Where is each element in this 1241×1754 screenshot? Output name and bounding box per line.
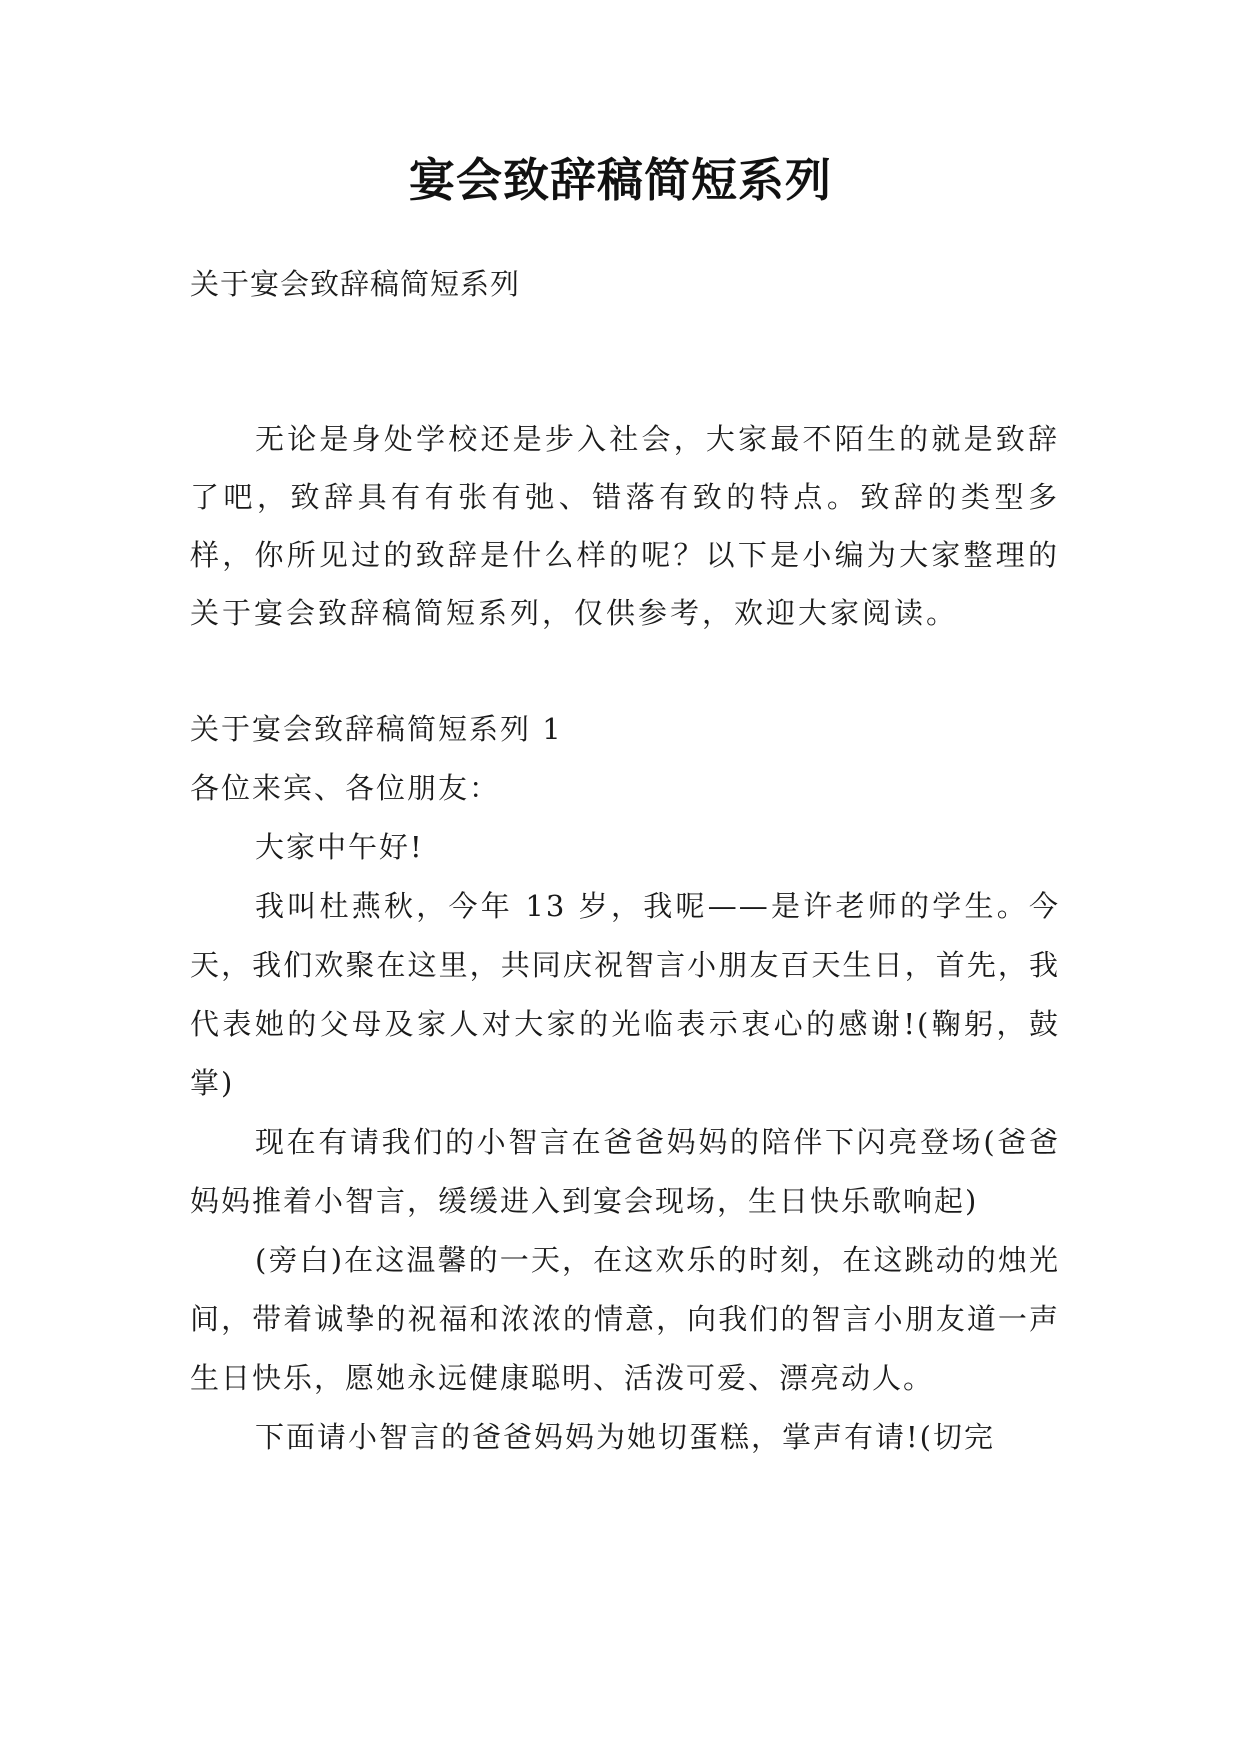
- speech-paragraph: 我叫杜燕秋，今年 13 岁，我呢——是许老师的学生。今天，我们欢聚在这里，共同庆祝智言小朋友百天生日，首先，我代表她的父母及家人对大家的光临表示衷心的感谢!(鞠躬，鼓掌): [190, 889, 1060, 1100]
- salutation: 各位来宾、各位朋友：: [190, 771, 501, 805]
- speech-paragraph: (旁白)在这温馨的一天，在这欢乐的时刻，在这跳动的烛光间，带着诚挚的祝福和浓浓的情意，向我们的智言小朋友道一声生日快乐，愿她永远健康聪明、活泼可爱、漂亮动人。: [190, 1243, 1060, 1395]
- speech-paragraph: 大家中午好!: [255, 830, 424, 864]
- document-title: 宴会致辞稿简短系列: [409, 153, 832, 207]
- section-heading: 关于宴会致辞稿简短系列 1: [190, 712, 563, 746]
- document-subtitle: 关于宴会致辞稿简短系列: [190, 267, 521, 301]
- speech-paragraph: 现在有请我们的小智言在爸爸妈妈的陪伴下闪亮登场(爸爸妈妈推着小智言，缓缓进入到宴会现场，生日快乐歌响起): [190, 1125, 1060, 1218]
- speech-section: [190, 700, 1060, 1467]
- speech-paragraph: 下面请小智言的爸爸妈妈为她切蛋糕，掌声有请!(切完: [255, 1420, 995, 1454]
- intro-paragraph: 无论是身处学校还是步入社会，大家最不陌生的就是致辞了吧，致辞具有有张有弛、错落有致的特点。致辞的类型多样，你所见过的致辞是什么样的呢？以下是小编为大家整理的关于宴会致辞稿简短系列，仅供参考，欢迎大家阅读。: [190, 422, 1060, 630]
